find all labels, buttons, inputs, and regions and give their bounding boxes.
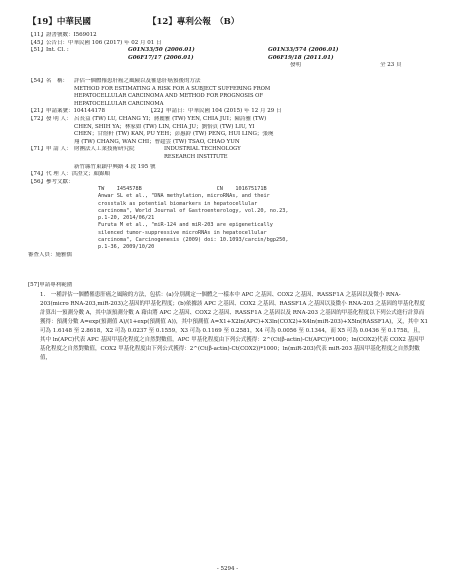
agent: 【74】代 理 人：洪澄文；顏錦順 [28,171,110,178]
certificate-number: 【11】證書號數：I569012 [28,32,97,38]
reference-line: p.1-36, 2009/10/20 [98,243,155,250]
int-cl-label: 【51】Int. Cl. : [28,47,69,54]
gazette-kind: 【12】專利公報 （B） [148,17,240,27]
invention-type: 發明 [290,62,302,69]
application-number: 【21】申請案號：104144178 [28,108,105,115]
applicant-zh: 財團法人工業技術研究院 [74,146,135,153]
reference-line: Furuta M et al., "miR-124 and miR-203 are epigenetically [98,222,273,229]
title-en-2: HEPATOCELLULAR CARCINOMA AND METHOD FOR PROGNOSIS OF [74,93,264,100]
title-label: 【54】名 稱： [28,77,68,84]
references-list [28,186,429,251]
applicant-en: INDUSTRIAL TECHNOLOGY [164,146,241,153]
title-en-1: METHOD FOR ESTIMATING A RISK FOR A SUBJECT SUFFERING FROM [74,85,271,92]
total-pages: 全 23 頁 [380,62,402,69]
application-row [28,108,429,116]
gazette-header [28,15,429,27]
publication-date: 【45】公告日：中華民國 106 (2017) 年 02 月 01 日 [28,39,162,46]
invention-type-row [28,62,429,70]
inventors-label: 【72】發 明 人： [28,115,72,122]
references-label: 【56】參考文獻： [28,178,74,185]
ipc-row-2 [28,55,429,63]
title-block [28,78,429,86]
reference-line: carcinoma", World Journal of Gastroenterology, vol.20, no.23, [98,207,289,214]
title-en-3: HEPATOCELLULAR CARCINOMA [74,100,164,107]
claim-1: 1. 一種評估一個體罹患肝癌之風險的方法，包括：(a)分別測定一個體之一樣本中 APC 之基因、COX2 之基因、RASSF1A 之基因以及微小 RNA-203(micro RNA-203,miR-203)之基因的甲基化程度；(b)依據該 APC 之基因、COX2 之基因、RASSF1A 之基因以及微小 RNA-203 之基因的甲基化程度計算出一預測分數 A，其中該預測分數 A 藉由將 APC 之基因、COX2 之基因、RASSF1A 之基因以及 RNA-203 之基因的甲基化程度以下列公式進行計算而獲得：預測分數 A=exp(預測值 A)/(1+exp(預測值 A))，其中預測值 A=X1+X2ln(APC)+X3ln(COX2)+X4ln(miR-203)+X5ln(RASSF1A)，又，其中 X1 可為 1.6148 至 2.8618，X2 可為 0.0237 至 0.1559，X3 可為 0.1169 至 0.2581，X4 可為 0.0056 至 0.1344，而 X5 可為 0.0436 至 0.1758，且，其中 ln(APC)代表 APC 基因甲基化程度之自然對數值，APC 甲基化程度由下列公式獲得：2^(Ct(β-actin)-Ct(APC))*1000；ln(COX2)代表 COX2 基因甲基化程度之自然對數值，COX2 甲基化程度由下列公式獲得：2^(Ct(β-actin)-Ct(COX2))*1000；ln(miR-203)代表 miR-203 基因甲基化程度之自然對數值， [40,292,428,362]
inventors-line: CHEN；甘煜軒 (TW) KAN, PU YEH；彭惠鈴 (TW) PENG, HUI LING；張琬 [74,131,274,138]
reference-line: silenced tumor-suppressive microRNAs in hepatocellular [98,229,267,236]
inventors-line: CHEN, SHIH YA；林家如 (TW) LIN, CHIA JU；劉怡貞 (TW) LIU, YI [74,123,255,130]
applicant-block [28,146,429,154]
inventors-line: 翔 (TW) CHANG, WAN CHI；曹超雲 (TW) TSAO, CHAO YUN [74,138,240,145]
reference-line: Anwar SL et al., "DNA methylation, microRNAs, and their [98,193,270,200]
page-number: - 5294 - [216,566,239,572]
application-date: 【22】申請日：中華民國 104 (2015) 年 12 月 29 日 [148,108,282,115]
ipc-code: G06F19/18 (2011.01) [268,54,334,61]
reference-line: carcinoma", Carcinogenesis (2009) doi: 10.1093/carcin/bgp250, [98,236,289,243]
ipc-code: G01N33/50 (2006.01) [128,47,195,54]
examiner: 審查人員：施雅儒 [28,252,73,259]
country-label: 【19】中華民國 [28,17,91,27]
reference-line: p.1-20, 2014/06/21 [98,215,155,222]
applicant-en: RESEARCH INSTITUTE [164,153,228,160]
reference-line: TW I454578B CN 101675171B [98,186,267,193]
ipc-code: G06F17/17 (2006.01) [128,54,194,61]
claims-label: [57]申請專利範圍 [28,281,73,288]
ipc-code: G01N33/574 (2006.01) [268,47,339,54]
inventors-block [28,116,429,124]
reference-line: crosstalk as potential biomarkers in hepatocellular [98,200,258,207]
title-zh: 評估一個體罹患肝癌之風險以及罹患肝癌預後的方法 [74,77,201,84]
applicant-address: 新竹縣竹東鎮中興路 4 段 195 號 [74,163,156,170]
inventors-line: 呂長益 (TW) LU, CHANG YI；蔣麗雅 (TW) YEN, CHIA JUI；陳詩雅 (TW) [74,115,267,122]
applicant-label: 【71】申 請 人： [28,146,72,153]
